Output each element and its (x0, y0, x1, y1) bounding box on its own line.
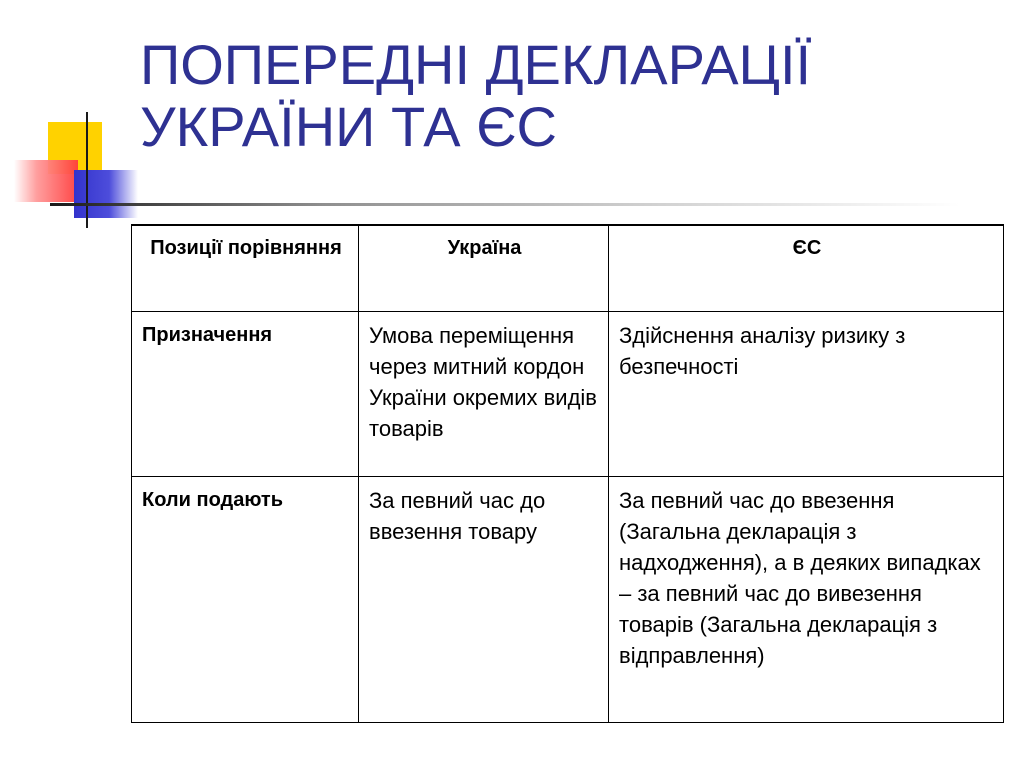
header-eu: ЄС (609, 225, 1004, 311)
row-label-when-submitted: Коли подають (132, 476, 359, 722)
table-row (132, 311, 1004, 476)
header-positions: Позиції порівняння (132, 225, 359, 311)
row-label-purpose: Призначення (132, 311, 359, 476)
cell-eu-when-submitted: За певний час до ввезення (Загальна декларація з надходження), а в деяких випадках – за певний час до вивезення товарів (Загальна декларація з відправлення) (609, 476, 1004, 722)
header-ukraine: Україна (359, 225, 609, 311)
decor-vertical-line (86, 112, 88, 228)
slide-title (140, 34, 811, 158)
decor-blue-square (74, 170, 138, 218)
slide-title-line-1: ПОПЕРЕДНІ ДЕКЛАРАЦІЇ (140, 33, 812, 96)
table-header-row (132, 225, 1004, 311)
comparison-table-container (131, 224, 1003, 721)
cell-eu-purpose: Здійснення аналізу ризику з безпечності (609, 311, 1004, 476)
comparison-table (131, 224, 1004, 723)
table-row (132, 476, 1004, 722)
decor-red-square (14, 160, 78, 202)
cell-ukraine-when-submitted: За певний час до ввезення товару (359, 476, 609, 722)
cell-ukraine-purpose: Умова переміщення через митний кордон України окремих видів товарів (359, 311, 609, 476)
title-underline (50, 203, 960, 206)
slide-title-line-2: УКРАЇНИ ТА ЄС (140, 95, 557, 158)
